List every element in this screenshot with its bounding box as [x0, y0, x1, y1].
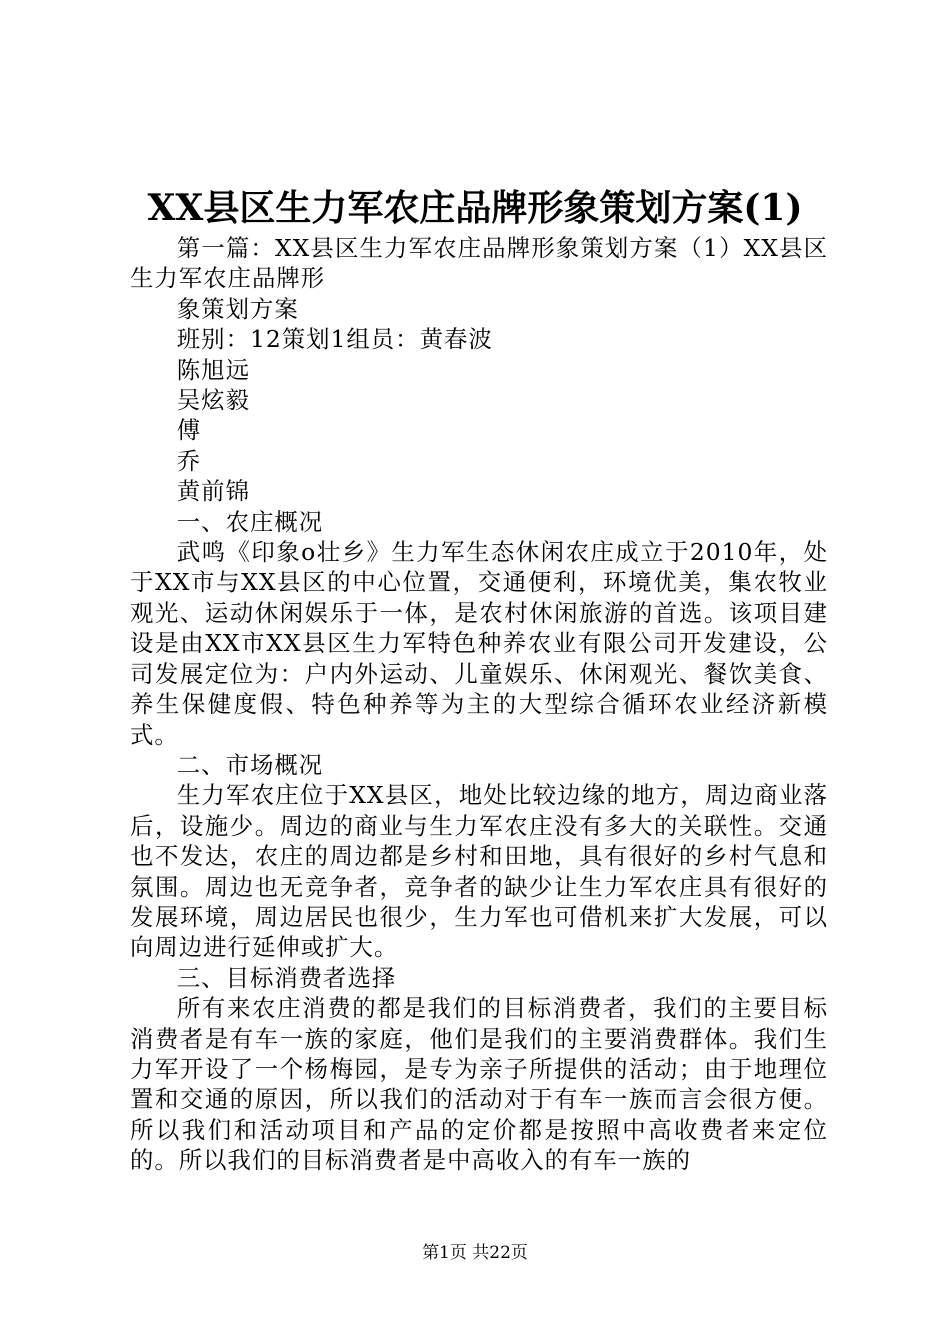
paragraph-farm-overview: 武鸣《印象o壮乡》生力军生态休闲农庄成立于2010年，处于XX市与XX县区的中心位置，交通便利，环境优美，集农牧业观光、运动休闲娱乐于一体，是农村休闲旅游的首选。该项目建设是由XX市XX县区生力军特色种养农业有限公司开发建设，公司发展定位为：户内外运动、儿童娱乐、休闲观光、餐饮美食、养生保健度假、特色种养等为主的大型综合循环农业经济新模式。	[130, 538, 828, 749]
member-name: 陈旭远	[176, 355, 250, 384]
paragraph-target-consumers: 所有来农庄消费的都是我们的目标消费者，我们的主要目标消费者是有车一族的家庭，他们是我们的主要消费群体。我们生力军开设了一个杨梅园，是专为亲子所提供的活动；由于地理位置和交通的原因，所以我们的活动对于有车一族而言会很方便。所以我们和活动项目和产品的定价都是按照中高收费者来定位的。所以我们的目标消费者是中高收入的有车一族的	[130, 994, 828, 1175]
member-name: 乔	[176, 446, 202, 475]
section-heading-farm-overview: 一、农庄概况	[176, 507, 324, 536]
page-number-footer: 第1页 共22页	[422, 1243, 528, 1263]
member-name: 吴炫毅	[176, 386, 250, 415]
member-name: 黄前锦	[176, 477, 250, 506]
document-title: XX县区生力军农庄品牌形象策划方案(1)	[147, 187, 803, 229]
member-name: 傅	[176, 416, 202, 445]
paragraph-class-members: 班别：12策划1组员：黄春波	[176, 325, 493, 354]
paragraph-market-overview: 生力军农庄位于XX县区，地处比较边缘的地方，周边商业落后，设施少。周边的商业与生力军农庄没有多大的关联性。交通也不发达，农庄的周边都是乡村和田地，具有很好的乡村气息和氛围。周边也无竞争者，竞争者的缺少让生力军农庄具有很好的发展环境，周边居民也很少，生力军也可借机来扩大发展，可以向周边进行延伸或扩大。	[130, 781, 828, 962]
section-heading-target-consumers: 三、目标消费者选择	[176, 963, 397, 992]
document-body	[130, 233, 828, 1176]
paragraph-intro: 第一篇：XX县区生力军农庄品牌形象策划方案（1）XX县区生力军农庄品牌形	[130, 234, 828, 293]
section-heading-market-overview: 二、市场概况	[176, 750, 324, 779]
paragraph-intro-continued: 象策划方案	[176, 294, 299, 323]
